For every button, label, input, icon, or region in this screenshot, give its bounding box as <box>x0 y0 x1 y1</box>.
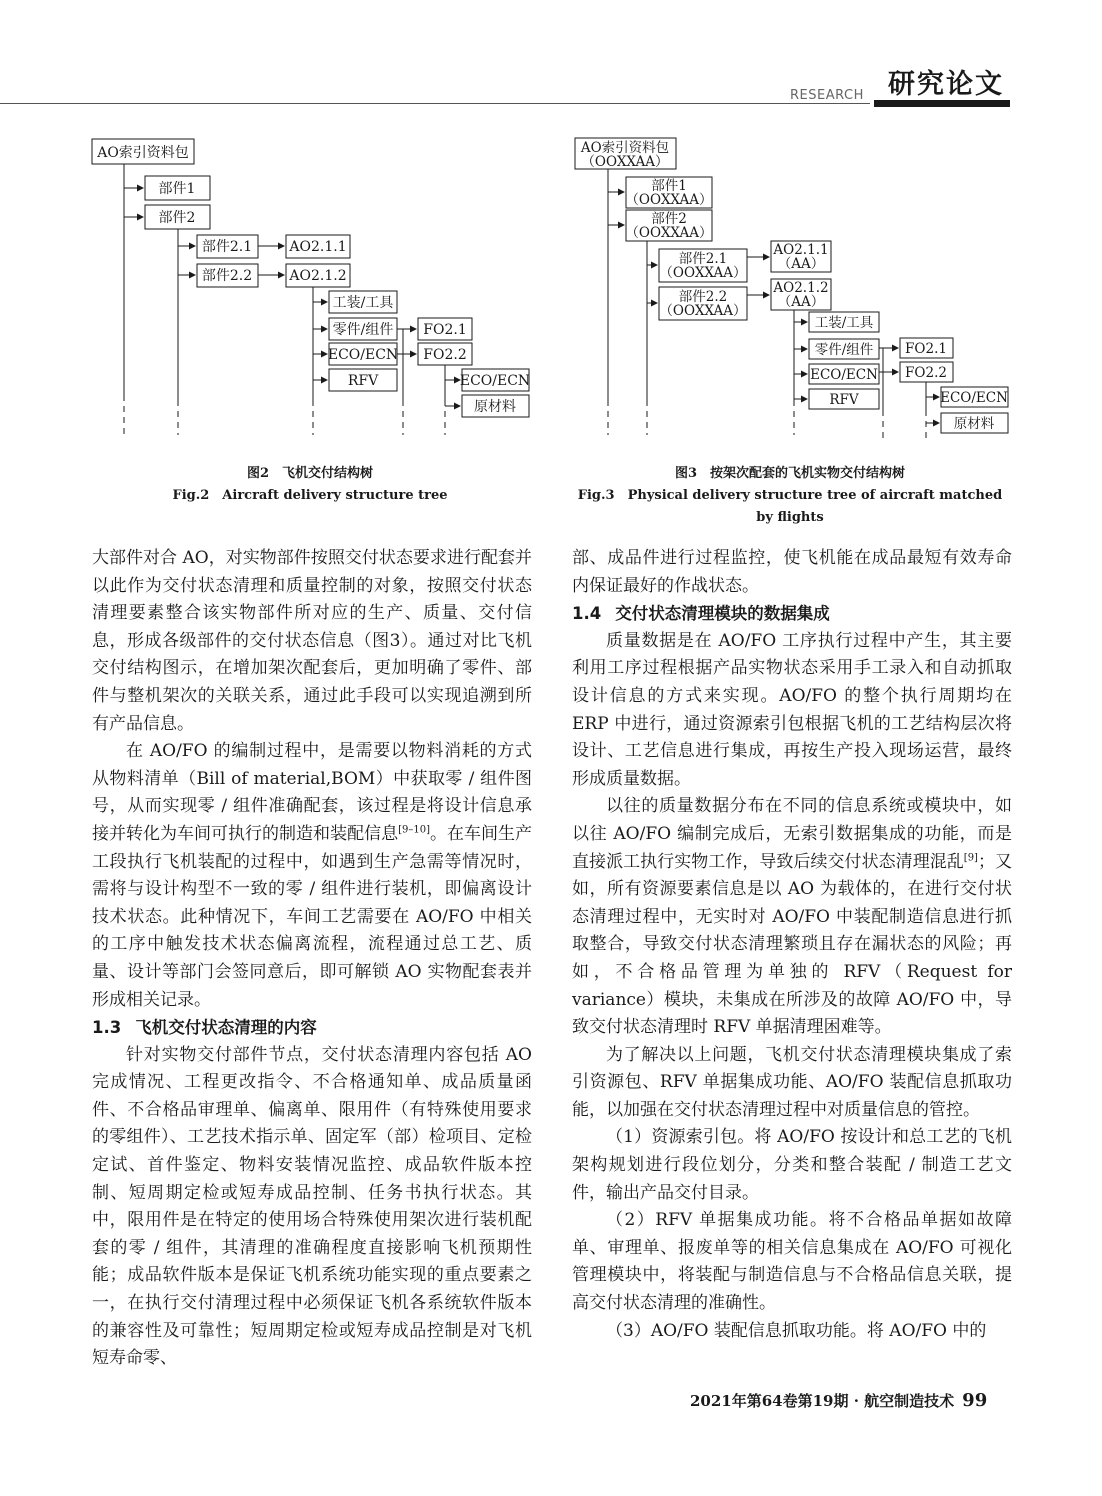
fig3-box-part1-line2: （OOXXAA） <box>625 192 713 208</box>
right-column <box>572 545 1012 1345</box>
fig3-box-eco: ECO/ECN <box>810 367 878 383</box>
fig2-box-part21: 部件2.1 <box>201 239 253 255</box>
fig2-box-part2: 部件2 <box>158 210 196 226</box>
fig3-box-ao212-line1: AO2.1.2 <box>773 280 829 296</box>
fig2-box-fo22: FO2.2 <box>423 347 467 363</box>
right-paragraph-5: （1）资源索引包。将 AO/FO 按设计和总工艺的飞机架构规划进行段位划分，分类和整合装配 / 制造工艺文件，输出产品交付目录。 <box>572 1127 1012 1203</box>
fig2-box-eco: ECO/ECN <box>327 347 399 363</box>
right-paragraph-2: 质量数据是在 AO/FO 工序执行过程中产生，其主要利用工序过程根据产品实物状态采用手工录入和自动抓取设计信息的方式来实现。AO/FO 的整个执行周期均在 ERP 中进行，通过资源索引包根据飞机的工艺结构层次将设计、工艺信息进行集成，再按生产投入现场运营，最终形成质量数据。 <box>572 630 1012 789</box>
figure-3-caption-cn: 图3 按架次配套的飞机实物交付结构树 <box>674 466 906 481</box>
figure-3-caption <box>570 463 1010 529</box>
fig3-box-part22-line1: 部件2.2 <box>678 289 728 305</box>
left-paragraph-2: 在 AO/FO 的编制过程中，是需要以物料消耗的方式从物料清单（Bill of material,BOM）中获取零 / 组件图号，从而实现零 / 组件准确配套，该过程是将设计信息承接并转化为车间可执行的制造和装配信息[9–10]。在车间生产工段执行飞机装配的过程中，如遇到生产急需等情况时，需将与设计构型不一致的零 / 组件进行装机，即偏离设计技术状态。此种情况下，车间工艺需要在 AO/FO 中相关的工序中触发技术状态偏离流程，流程通过总工艺、质量、设计等部门会签同意后，即可解锁 AO 实物配套表并形成相关记录。 <box>92 741 533 1010</box>
fig3-box-fo22: FO2.2 <box>905 365 947 381</box>
figure-2-caption-en: Fig.2 Aircraft delivery structure tree <box>172 488 448 503</box>
figure-2-caption-cn: 图2 飞机交付结构树 <box>246 466 374 481</box>
fig3-box-part21-line2: （OOXXAA） <box>659 265 747 281</box>
fig3-box-ao212-line2: （AA） <box>777 294 825 310</box>
fig2-box-part1: 部件1 <box>158 181 196 197</box>
right-paragraph-3: 以往的质量数据分布在不同的信息系统或模块中，如以往 AO/FO 编制完成后，无索引数据集成的功能，而是直接派工执行实物工作，导致后续交付状态清理混乱[9]；又如，所有资源要素信息是以 AO 为载体的，在进行交付状态清理过程中，无实时对 AO/FO 中装配制造信息进行抓取整合，导致交付状态清理繁琐且存在漏状态的风险；再如，不合格品管理为单独的 RFV（Request for variance）模块，未集成在所涉及的故障 AO/FO 中，导致交付状态清理时 RFV 单据清理困难等。 <box>572 796 1013 1038</box>
left-column <box>92 545 532 1373</box>
fig2-box-tool: 工装/工具 <box>332 295 394 311</box>
right-paragraph-6: （2）RFV 单据集成功能。将不合格品单据如故障单、审理单、报废单等的相关信息集成在 AO/FO 可视化管理模块中，将装配与制造信息与不合格品信息关联，提高交付状态清理的准确性。 <box>572 1210 1012 1314</box>
figure-2-diagram <box>0 0 560 450</box>
fig3-box-fo21: FO2.1 <box>905 341 947 357</box>
right-paragraph-4: 为了解决以上问题，飞机交付状态清理模块集成了索引资源包、RFV 单据集成功能、AO/FO 装配信息抓取功能，以加强在交付状态清理过程中对质量信息的管控。 <box>572 1044 1012 1120</box>
fig3-box-root-line2: （OOXXAA） <box>581 154 669 170</box>
fig3-box-raw: 原材料 <box>953 416 995 432</box>
fig2-box-fo21: FO2.1 <box>423 322 467 338</box>
citation-9: [9] <box>963 851 978 863</box>
right-paragraph-1: 部、成品件进行过程监控，使飞机能在成品最短有效寿命内保证最好的作战状态。 <box>572 548 1012 596</box>
figure-3-caption-en: Fig.3 Physical delivery structure tree of aircraft matched by flights <box>577 488 1003 525</box>
fig2-box-ao212: AO2.1.2 <box>289 268 347 284</box>
fig3-box-part21-line1: 部件2.1 <box>678 251 728 267</box>
fig3-box-part2-line2: （OOXXAA） <box>625 225 713 241</box>
section-heading-1-3: 1.3 飞机交付状态清理的内容 <box>92 1018 317 1038</box>
fig3-box-comp: 零件/组件 <box>814 342 874 358</box>
fig3-box-ao211-line2: （AA） <box>777 256 825 272</box>
page-number: 99 <box>962 1390 988 1411</box>
section-heading-1-4: 1.4 交付状态清理模块的数据集成 <box>572 604 830 624</box>
fig3-box-ao211-line1: AO2.1.1 <box>773 242 829 258</box>
fig2-box-rfv: RFV <box>347 373 379 389</box>
right-paragraph-7: （3）AO/FO 装配信息抓取功能。将 AO/FO 中的 <box>606 1320 987 1341</box>
fig3-box-part2-line1: 部件2 <box>651 211 687 227</box>
fig3-box-rfv: RFV <box>829 392 859 408</box>
footer-journal: 2021年第64卷第19期 · 航空制造技术 <box>690 1392 955 1410</box>
fig3-box-eco2: ECO/ECN <box>940 390 1008 406</box>
fig2-box-comp: 零件/组件 <box>332 322 394 338</box>
left-paragraph-3: 针对实物交付部件节点，交付状态清理内容包括 AO 完成情况、工程更改指令、不合格通知单、成品质量函件、不合格品审理单、偏离单、限用件（有特殊使用要求的零组件）、工艺技术指示单、固定军（部）检项目、定检定试、首件鉴定、物料安装情况监控、成品软件版本控制、短周期定检或短寿成品控制、任务书执行状态。其中，限用件是在特定的使用场合特殊使用架次进行装机配套的零 / 组件，其清理的准确程度直接影响飞机预期性能；成品软件版本是保证飞机系统功能实现的重点要素之一，在执行交付清理过程中必须保证飞机各系统软件版本的兼容性及可靠性；短周期定检或短寿成品控制是对飞机短寿命零、 <box>92 1044 532 1369</box>
left-paragraph-1: 大部件对合 AO，对实物部件按照交付状态要求进行配套并以此作为交付状态清理和质量控制的对象，按照交付状态清理要素整合该实物部件所对应的生产、质量、交付信息，形成各级部件的交付状态信息（图3）。通过对比飞机交付结构图示，在增加架次配套后，更加明确了零件、部件与整机架次的关联关系，通过此手段可以实现追溯到所有产品信息。 <box>92 548 532 734</box>
fig3-box-part1-line1: 部件1 <box>651 178 687 194</box>
fig2-box-raw: 原材料 <box>474 399 516 415</box>
header-section-title: 研究论文 <box>888 69 1004 100</box>
fig3-box-root-line1: AO索引资料包 <box>580 140 670 156</box>
citation-9-10: [9–10] <box>398 824 430 836</box>
fig2-box-ao211: AO2.1.1 <box>289 239 347 255</box>
fig3-box-tool: 工装/工具 <box>814 315 874 331</box>
fig2-box-eco2: ECO/ECN <box>459 373 531 389</box>
fig2-box-root: AO索引资料包 <box>97 145 189 161</box>
page-footer <box>690 1390 987 1411</box>
fig3-box-part22-line2: （OOXXAA） <box>659 303 747 319</box>
figure-3-diagram <box>560 0 1020 450</box>
fig2-box-part22: 部件2.2 <box>201 268 253 284</box>
figure-2-caption <box>90 463 530 507</box>
header-research-label: RESEARCH <box>790 88 864 103</box>
